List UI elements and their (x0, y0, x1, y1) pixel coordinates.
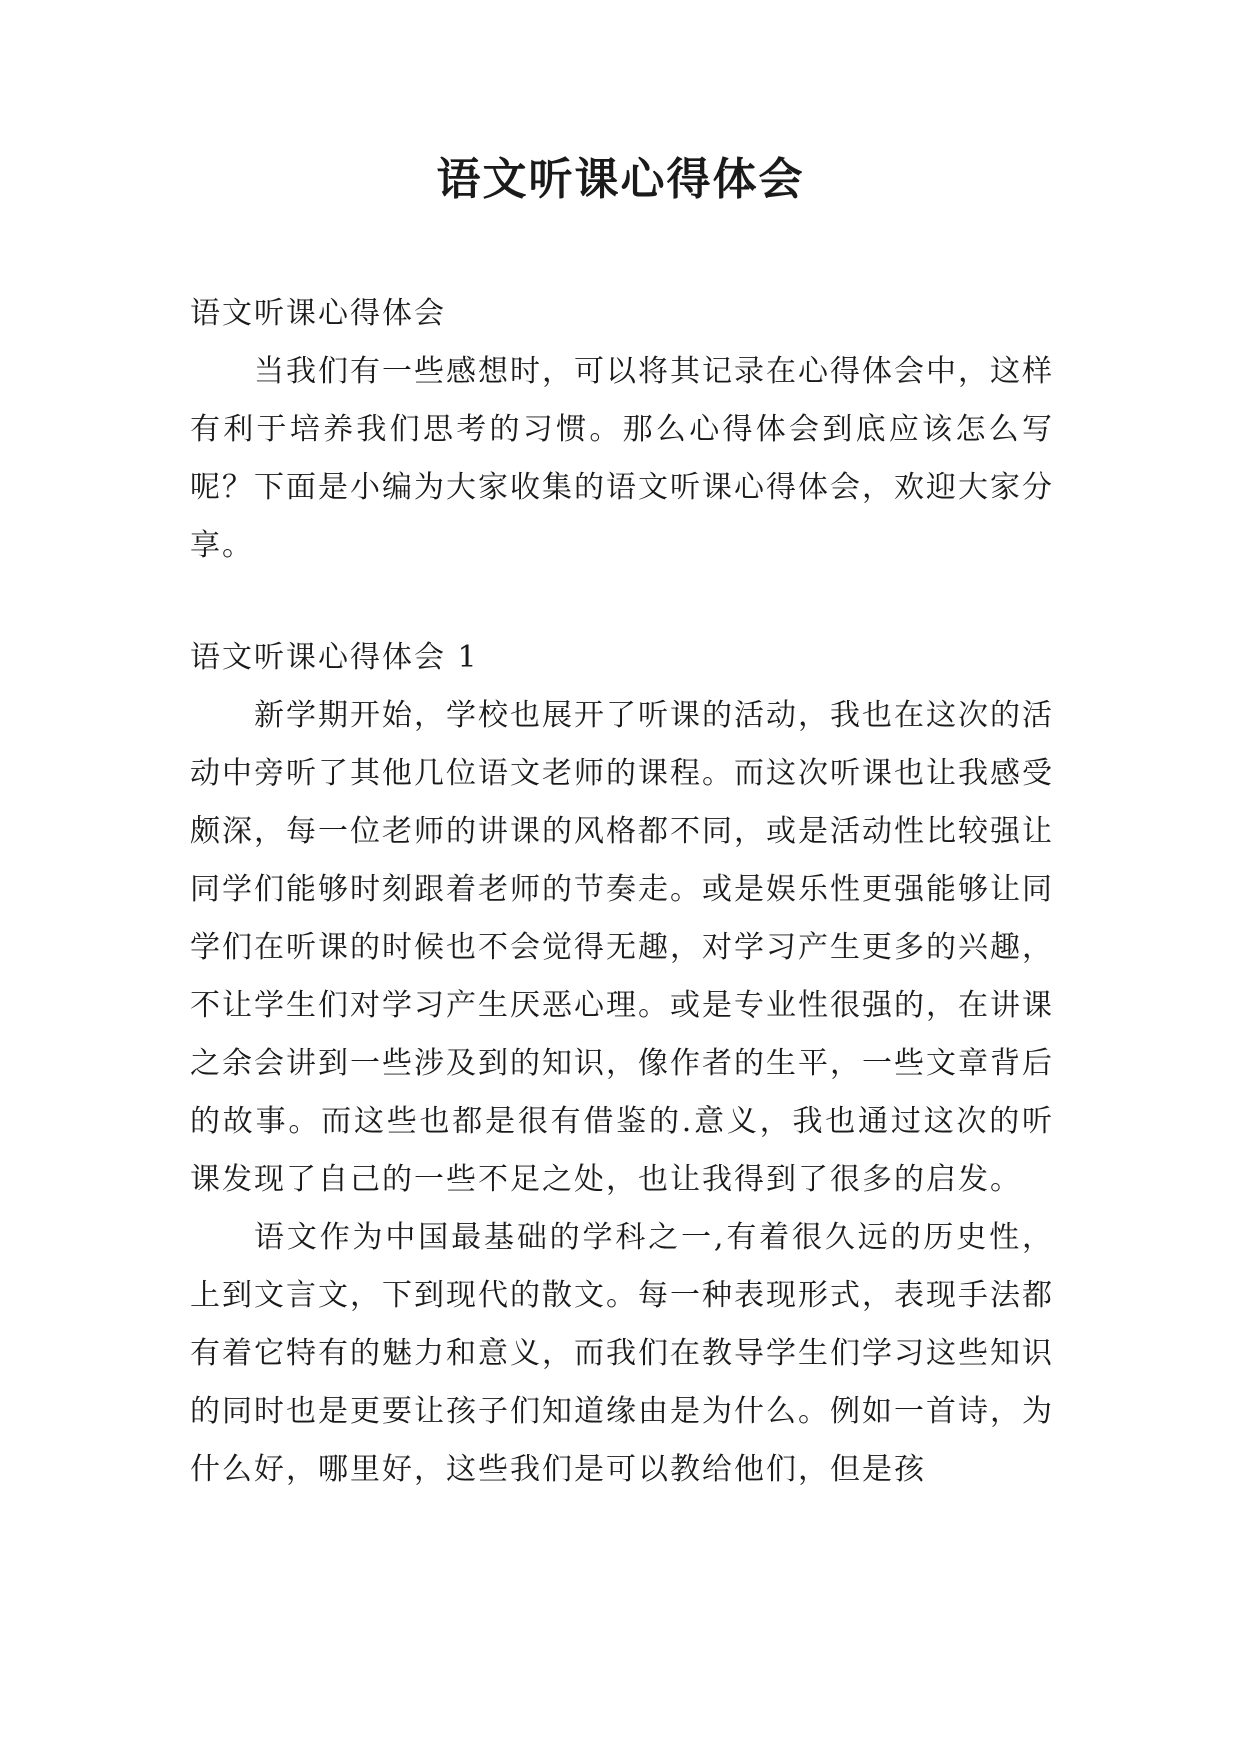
body-paragraph-2: 语文作为中国最基础的学科之一,有着很久远的历史性，上到文言文，下到现代的散文。每一种表现形式，表现手法都有着它特有的魅力和意义，而我们在教导学生们学习这些知识的同时也是更要让孩子们知道缘由是为什么。例如一首诗，为什么好，哪里好，这些我们是可以教给他们，但是孩 (190, 1220, 1054, 1487)
document-subtitle: 语文听课心得体会 (190, 296, 446, 331)
section-heading: 语文听课心得体会 1 (190, 640, 479, 675)
document-body (190, 285, 1054, 1499)
document-title: 语文听课心得体会 (436, 154, 805, 205)
body-paragraph-1: 新学期开始，学校也展开了听课的活动，我也在这次的活动中旁听了其他几位语文老师的课程。而这次听课也让我感受颇深，每一位老师的讲课的风格都不同，或是活动性比较强让同学们能够时刻跟着老师的节奏走。或是娱乐性更强能够让同学们在听课的时候也不会觉得无趣，对学习产生更多的兴趣，不让学生们对学习产生厌恶心理。或是专业性很强的，在讲课之余会讲到一些涉及到的知识，像作者的生平，一些文章背后的故事。而这些也都是很有借鉴的.意义，我也通过这次的听课发现了自己的一些不足之处，也让我得到了很多的启发。 (190, 698, 1054, 1197)
section-spacer (190, 575, 1054, 629)
intro-paragraph: 当我们有一些感想时，可以将其记录在心得体会中，这样有利于培养我们思考的习惯。那么心得体会到底应该怎么写呢？下面是小编为大家收集的语文听课心得体会，欢迎大家分享。 (190, 354, 1054, 563)
